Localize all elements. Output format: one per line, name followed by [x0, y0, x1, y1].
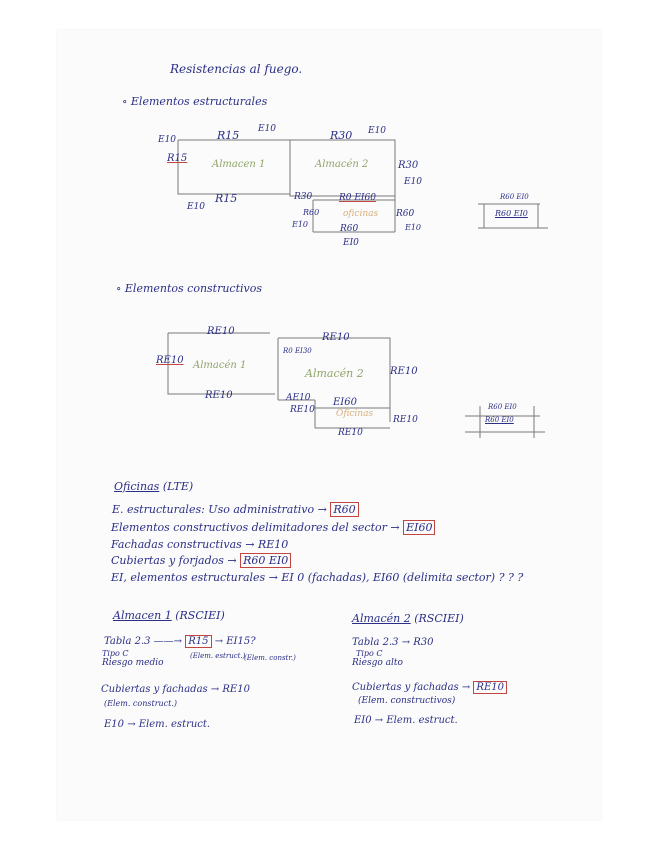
oficinas-line-1 — [112, 504, 359, 515]
value-box: R15 — [185, 635, 211, 648]
value-box: R60 — [330, 502, 358, 517]
almacen1-e10: E10 → Elem. estruct. — [104, 719, 211, 730]
almacen1-cubiertas: Cubiertas y fachadas → RE10 — [101, 684, 250, 695]
almacen2-heading — [352, 613, 464, 624]
tabla-text: Tabla 2.3 — [104, 636, 151, 647]
label: E10 — [292, 220, 309, 229]
legend-label: R60 EI0 — [488, 403, 517, 411]
section-heading-text: Elementos estructurales — [130, 95, 268, 108]
label: R60 — [396, 209, 415, 219]
label: R0 EI60 — [339, 193, 376, 203]
almacen1-heading-suffix: (RSCIEI) — [175, 609, 225, 622]
oficinas-heading-suffix: (LTE) — [162, 480, 194, 493]
label: E10 — [405, 223, 422, 232]
section-heading-structural: ∘ Elementos estructurales — [122, 95, 268, 108]
label: Almacén 2 — [305, 367, 364, 380]
label: Almacén 2 — [315, 159, 369, 170]
page-title: Resistencias al fuego. — [170, 62, 303, 76]
label: Almacen 1 — [212, 159, 266, 170]
question-mark: ? — [250, 636, 256, 647]
almacen1-elem2: (Elem. constr.) — [244, 654, 296, 662]
oficinas-line-3: Fachadas constructivas → RE10 — [111, 538, 289, 551]
label: R0 EI30 — [283, 347, 312, 355]
almacen1-elem1: (Elem. estruct.) — [190, 652, 246, 660]
label: RE10 — [156, 355, 184, 366]
label: Almacén 1 — [193, 360, 247, 371]
label: RE10 — [390, 366, 418, 377]
almacen2-cubiertas — [352, 683, 507, 693]
almacen1-heading — [113, 610, 225, 621]
label: EI60 — [333, 397, 357, 408]
legend-label: R60 EI0 — [495, 209, 528, 218]
label: E10 — [404, 177, 423, 187]
almacen1-cubiertas-note: (Elem. construct.) — [104, 699, 178, 708]
legend-label: R60 EI0 — [485, 416, 514, 424]
oficinas-line-4-text: Cubiertas y forjados → — [111, 554, 237, 567]
label: R30 — [330, 129, 353, 142]
oficinas-heading-text: Oficinas — [114, 480, 160, 493]
label: AE10 — [286, 393, 311, 403]
label: RE10 — [338, 428, 363, 438]
label: R60 — [303, 208, 320, 217]
oficinas-line-4 — [111, 555, 291, 566]
label: R30 — [398, 160, 419, 171]
section-heading-constructive: ∘ Elementos constructivos — [116, 282, 263, 295]
almacen1-heading-text: Almacen 1 — [113, 609, 172, 622]
arrow-value: → EI15 — [214, 636, 251, 647]
section-heading-text: Elementos constructivos — [124, 282, 263, 295]
value-box: R60 EI0 — [240, 553, 291, 568]
cubiertas-text: Cubiertas y fachadas → — [352, 682, 471, 693]
label: R60 — [340, 224, 359, 234]
label: RE10 — [205, 390, 233, 401]
label: R15 — [217, 129, 240, 142]
label: R30 — [294, 192, 313, 202]
oficinas-line-5: EI, elementos estructurales → EI 0 (fachadas), EI60 (delimita sector) ? ? ? — [111, 571, 524, 584]
almacen2-heading-suffix: (RSCIEI) — [414, 612, 464, 625]
label: EI0 — [343, 238, 359, 248]
value-box: RE10 — [473, 681, 507, 694]
almacen1-tipo: Tipo C — [102, 649, 129, 658]
label: RE10 — [290, 405, 315, 415]
arrow-value: → R30 — [401, 637, 434, 648]
value-box: EI60 — [403, 520, 435, 535]
tabla-text: Tabla 2.3 — [352, 637, 399, 648]
oficinas-line-1-text: E. estructurales: Uso administrativo → — [112, 503, 327, 516]
legend-label: R60 EI0 — [500, 193, 529, 201]
almacen1-riesgo: Riesgo medio — [102, 658, 164, 668]
label: RE10 — [207, 326, 235, 337]
almacen2-tabla — [352, 638, 434, 648]
oficinas-line-2-text: Elementos constructivos delimitadores del sector → — [111, 521, 400, 534]
label: R15 — [215, 192, 238, 205]
label: E10 — [187, 202, 206, 212]
label: E10 — [258, 124, 277, 134]
label: E10 — [158, 135, 177, 145]
almacen1-tabla: Tabla 2.3 ——→ R15 → EI15? — [104, 636, 256, 647]
almacen2-heading-text: Almacén 2 — [352, 612, 411, 625]
almacen2-riesgo: Riesgo alto — [352, 658, 403, 668]
almacen2-e10: EI0 → Elem. estruct. — [354, 715, 458, 726]
almacen2-tipo: Tipo C — [356, 649, 383, 658]
label: RE10 — [322, 332, 350, 343]
almacen2-cubiertas-note: (Elem. constructivos) — [358, 696, 456, 706]
label: E10 — [368, 126, 387, 136]
oficinas-heading — [114, 481, 193, 492]
label: Oficinas — [336, 409, 374, 419]
label: oficinas — [343, 209, 379, 219]
oficinas-line-2 — [111, 522, 435, 533]
label: RE10 — [393, 415, 418, 425]
label: R15 — [167, 153, 188, 164]
